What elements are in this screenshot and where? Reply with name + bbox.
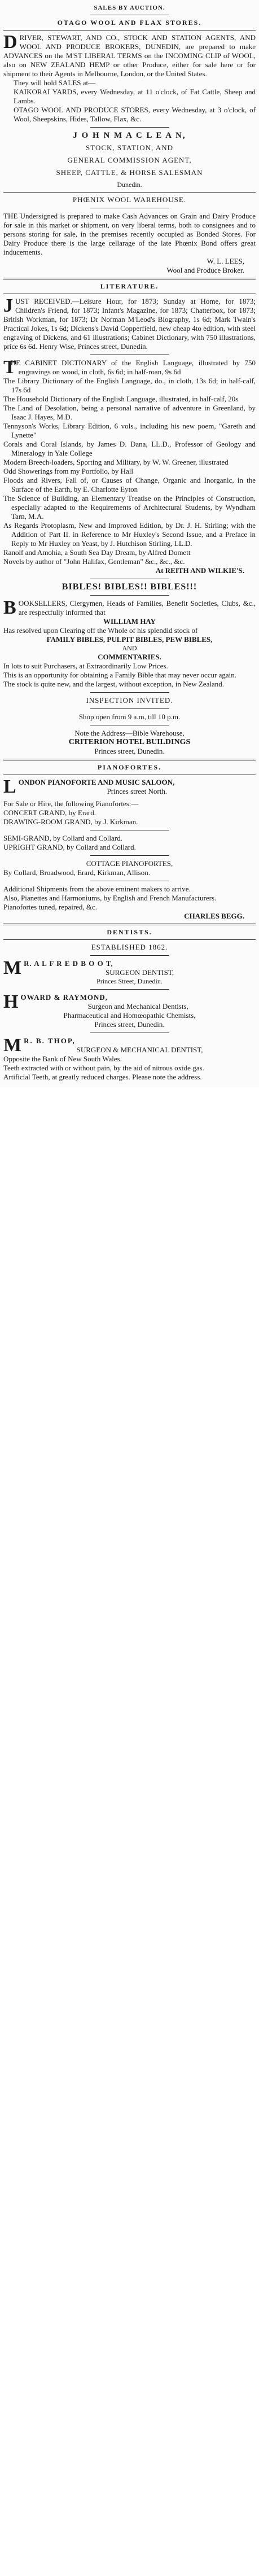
advert-line: SURGEON DENTIST, [106,968,174,977]
advert-body: Also, Pianettes and Harmoniums, by English and French Manufacturers. [3,894,217,902]
advert-line: OTAGO WOOL AND PRODUCE STORES, every Wednesday, at 3 o'clock, of Wool, Sheepskins, Hides, Tallow, Flax, &c. [14,106,256,123]
advert-just-received [3,297,256,351]
advert-and: AND [122,644,137,652]
dropcap: T [3,357,16,378]
list-item: Ranolf and Amohia, a South Sea Day Dream, by Alfred Domett [3,548,191,557]
advert-line: They will hold SALES at— [14,78,96,87]
advert-building: CRITERION HOTEL BUILDINGS [68,738,191,746]
list-item: As Regards Protoplasm, New and Improved Edition, by Dr. J. H. Stirling; with the Addition of Part II. in Reference to Mr Huxley's Second Issue, and a Preface in Reply to Mr Huxley on Yeast, by J. Hutchison Stirling, LL.D. [3,521,256,548]
advert-driver-stewart [3,33,256,124]
advert-body: For Sale or Hire, the following Pianofortes:— [3,799,139,808]
advert-body: Pianofortes tuned, repaired, &c. [3,903,98,911]
advert-phoenix-wool [3,195,256,275]
dropcap: H [3,991,19,1012]
dropcap: L [3,776,16,797]
divider [3,192,256,193]
dropcap: B [3,597,16,618]
advert-signature: W. L. LEES, [207,257,244,265]
advert-street: Princes Street, Dunedin. [96,977,163,985]
advert-line: STOCK, STATION, AND [86,143,173,152]
divider [90,855,169,856]
advert-line: SHEEP, CATTLE, & HORSE SALESMAN [56,168,203,177]
advert-signature: Wool and Produce Broker. [166,266,244,274]
advert-cabinet-dictionary [3,358,256,575]
advert-body: THE Undersigned is prepared to make Cash Advances on Grain and Dairy Produce for sale in this market or shipment, on very liberal terms, both to consignees and to persons storing for sale, in the premises recently occupied as Bonded Stores. For Dairy Produce there is the large cellarage of the late Phœnix Bond offers great inducements. [3,212,256,256]
list-item: Floods and Rivers, Fall of, or Causes of Change, Organic and Inorganic, in the Surface of the Earth, by E. Charlotte Eyton [3,476,256,493]
divider [3,939,256,940]
divider [3,759,256,760]
divider [90,595,169,596]
list-item: Corals and Coral Islands, by James D. Dana, LL.D., Professor of Geology and Mineralogy in Yale College [3,440,256,457]
advert-body: Opposite the Bank of New South Wales. [3,1055,122,1063]
section-header-literature: LITERATURE. [100,282,159,290]
advert-body: Additional Shipments from the above eminent makers to arrive. [3,885,191,893]
advert-street: Princes street, Dunedin. [94,1020,165,1029]
advert-body: Has resolved upon Clearing off the Whole of his splendid stock of [3,626,198,635]
advert-alfred-boot [3,943,256,986]
list-item: Tennyson's Works, Library Edition, 6 vols., including his new poem, "Gareth and Lynette" [3,422,256,439]
advert-london-pianoforte [3,778,256,921]
advert-body: Teeth extracted with or without pain, by the aid of nitrous oxide gas. [3,1064,204,1072]
advert-body: In lots to suit Purchasers, at Extraordinarily Low Prices. [3,662,168,670]
advert-line: Pharmaceutical and Homœopathic Chemists, [63,1011,196,1020]
advert-banner: BIBLES! BIBLES!! BIBLES!!! [62,582,197,592]
divider [90,989,169,990]
list-item: By Collard, Broadwood, Erard, Kirkman, Allison. [3,868,150,877]
advert-commentaries: COMMENTARIES. [98,653,161,661]
advert-line: KAIKORAI YARDS, every Wednesday, at 11 o'clock, of Fat Cattle, Sheep and Lambs. [14,88,256,105]
advert-inspection: INSPECTION INVITED. [86,696,173,705]
dropcap: M [3,1035,22,1056]
list-item: The Land of Desolation, being a personal narrative of adventure in Greenland, by Isaac J. Hayes, M.D. [3,404,256,421]
advert-body: The stock is quite new, and the largest, without exception, in New Zealand. [3,680,224,688]
divider [90,708,169,709]
list-item: HE CABINET DICTIONARY of the English Language, illustrated by 750 engravings on wood, in cloth, 6s 6d; in half-roan, 9s 6d [10,358,256,376]
divider [90,692,169,693]
advert-title: PHŒNIX WOOL WAREHOUSE. [72,195,187,204]
advert-line: Surgeon and Mechanical Dentists, [87,1002,188,1011]
advert-thop [3,1036,256,1082]
advert-place: Dunedin. [117,181,142,189]
advert-line: SURGEON & MECHANICAL DENTIST, [76,1046,203,1054]
advert-name: OWARD & RAYMOND, [20,993,108,1001]
list-item: DRAWING-ROOM GRAND, by J. Kirkman. [3,817,138,826]
section-header-auction: SALES BY AUCTION. [94,5,165,11]
advert-hours: Shop open from 9 a.m, till 10 p.m. [78,712,181,721]
advert-name: WILLIAM HAY [103,617,156,626]
divider [3,924,256,925]
divider [90,955,169,956]
advert-address: Note the Address—Bible Warehouse, [74,729,185,737]
advert-established: ESTABLISHED 1862. [91,943,168,951]
advert-signature: CHARLES BEGG. [184,912,244,920]
list-item: SEMI-GRAND, by Collard and Collard. [3,834,122,842]
list-item: Odd Showerings from my Portfolio, by Hall [3,467,134,475]
dropcap: M [3,957,22,978]
list-item: COTTAGE PIANOFORTES, [86,859,173,868]
section-header-pianofortes: PIANOFORTES. [97,763,162,771]
list-item: The Household Dictionary of the English Language, illustrated, in half-calf, 20s [3,395,239,403]
advert-street: Princes street North. [107,787,168,795]
newspaper-page [0,0,259,1087]
advert-name: R. B. THOP, [24,1036,76,1045]
advert-howard-raymond [3,993,256,1029]
advert-body: Artificial Teeth, at greatly reduced charges. Please note the address. [3,1073,202,1081]
advert-place: Princes street, Dunedin. [94,747,165,755]
advert-body: This is an opportunity for obtaining a Family Bible that may never occur again. [3,671,237,679]
list-item: CONCERT GRAND, by Erard. [3,808,96,817]
advert-stock: FAMILY BIBLES, PULPIT BIBLES, PEW BIBLES, [46,635,213,644]
advert-name: R. A L F R E D B O O T, [24,959,113,968]
list-item: The Library Dictionary of the English Language, do., in cloth, 13s 6d; in half-calf, 17s 6d [3,377,256,394]
advert-bibles [3,583,256,756]
section-header-dentists: DENTISTS. [107,928,152,936]
advert-john-maclean [3,131,256,189]
section-header-wool: OTAGO WOOL AND FLAX STORES. [57,19,202,27]
divider [3,278,256,279]
list-item: Novels by author of "John Halifax, Gentleman" &c., &c., &c. [3,557,185,566]
dropcap: J [3,295,13,316]
list-item: The Science of Building, an Elementary Treatise on the Principles of Construction, especially adapted to the Requirements of Architectural Students, by Wyndham Tarn, M.A. [3,494,256,521]
list-item: UPRIGHT GRAND, by Collard and Collard. [3,843,136,851]
advert-name: J O H N M A C L E A N, [73,131,186,140]
dropcap: D [3,32,17,53]
list-item: Modern Breech-loaders, Sporting and Military, by W. W. Greener, illustrated [3,458,229,466]
advert-title: ONDON PIANOFORTE AND MUSIC SALOON, [18,778,175,786]
advert-body: RIVER, STEWART, AND CO., STOCK AND STATION AGENTS, AND WOOL AND PRODUCE BROKERS, DUNEDIN, are prepared to make ADVANCES on the M'ST LIBERAL TERMS on the INCOMING CLIP of WOOL, also on NEW ZEALAND HEMP or other Produce, either for sale here or for shipment to their Agents in Melbourne, London, or the United States. [3,33,256,78]
advert-signature: At REITH AND WILKIE'S. [155,566,244,575]
divider [90,127,169,128]
advert-line: GENERAL COMMISSION AGENT, [67,156,192,164]
advert-body: UST RECEIVED.—Leisure Hour, for 1873; Sunday at Home, for 1873; Children's Friend, for 1873; Infant's Magazine, for 1873; Chatterbox, for 1873; British Workman, for 1873; Dr Norman M'Leod's Biography, 1s 6d; Mark Twain's Practical Jokes, 1s 6d; Dickens's David Copperfield, new cheap 4to edition, with steel engraving of Dickens, and 61 illustrations; Cabinet Dictionary, with 750 illustrations, price 6s 6d. Henry Wise, Princes street, Dunedin. [3,297,256,351]
advert-body: OOKSELLERS, Clergymen, Heads of Families, Benefit Societies, Clubs, &c., are respectfully informed that [18,599,256,616]
